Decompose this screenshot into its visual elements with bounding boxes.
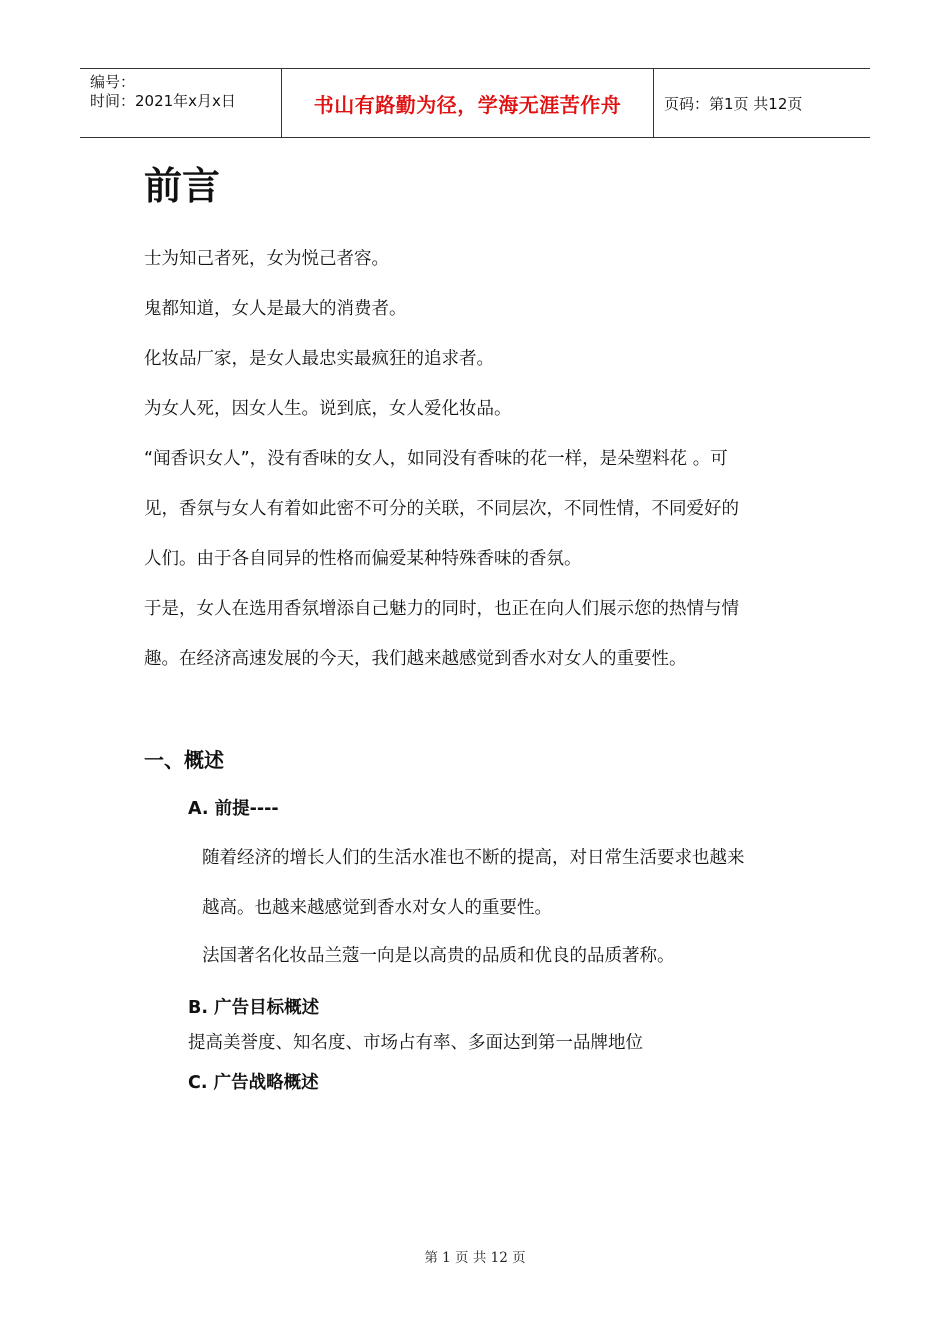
number-label: 编号： bbox=[90, 73, 136, 91]
premise-line: 随着经济的增长人们的生活水准也不断的提高，对日常生活要求也越来 bbox=[202, 848, 745, 868]
header-page-cell bbox=[654, 69, 870, 137]
premise-line: 法国著名化妆品兰蔻一向是以高贵的品质和优良的品质著称。 bbox=[202, 946, 675, 966]
page-footer: 第 1 页 共 12 页 bbox=[424, 1250, 526, 1266]
motto-text: 书山有路勤为径，学海无涯苦作舟 bbox=[313, 92, 622, 117]
preface-line: 为女人死，因女人生。说到底，女人爱化妆品。 bbox=[144, 399, 512, 419]
preface-line: 士为知己者死，女为悦己者容。 bbox=[144, 249, 389, 269]
preface-line: 鬼都知道，女人是最大的消费者。 bbox=[144, 299, 407, 319]
section-heading-overview: 一、概述 bbox=[144, 748, 224, 772]
preface-line: 人们。由于各自同异的性格而偏爱某种特殊香味的香氛。 bbox=[144, 549, 582, 569]
preface-line: 见，香氛与女人有着如此密不可分的关联，不同层次，不同性情，不同爱好的 bbox=[144, 499, 739, 519]
subsection-heading-premise: A. 前提---- bbox=[188, 799, 279, 819]
page-info: 页码：第1页 共12页 bbox=[664, 94, 803, 113]
subsection-heading-ad-strategy: C. 广告战略概述 bbox=[188, 1073, 319, 1093]
time-label: 时间：2021年x月x日 bbox=[90, 92, 236, 110]
preface-line: 化妆品厂家，是女人最忠实最疯狂的追求者。 bbox=[144, 349, 494, 369]
header-motto-cell bbox=[282, 69, 654, 137]
preface-line: “闻香识女人”，没有香味的女人，如同没有香味的花一样，是朵塑料花 。可 bbox=[144, 449, 728, 469]
preface-line: 于是，女人在选用香氛增添自己魅力的同时，也正在向人们展示您的热情与情 bbox=[144, 599, 739, 619]
document-header bbox=[80, 68, 870, 138]
page-title: 前言 bbox=[144, 164, 221, 208]
subsection-heading-ad-goal: B. 广告目标概述 bbox=[188, 998, 320, 1018]
header-meta-cell bbox=[80, 69, 282, 137]
premise-line: 越高。也越来越感觉到香水对女人的重要性。 bbox=[202, 898, 552, 918]
preface-line: 趣。在经济高速发展的今天，我们越来越感觉到香水对女人的重要性。 bbox=[144, 649, 687, 669]
ad-goal-text: 提高美誉度、知名度、市场占有率、多面达到第一品牌地位 bbox=[188, 1033, 643, 1053]
